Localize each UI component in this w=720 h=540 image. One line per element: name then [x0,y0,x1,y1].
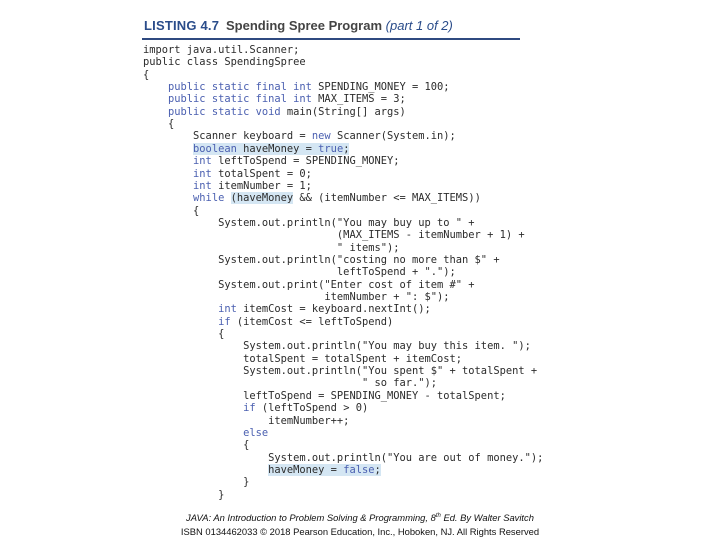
code-text: System.out.println("You may buy up to " + [143,216,475,229]
code-line [143,192,481,204]
code-line [143,168,312,180]
code-line [143,266,456,278]
code-line [143,106,406,118]
code-text [143,402,243,414]
code-keyword: public static final int [168,93,312,106]
code-text: } [143,488,225,501]
code-line [143,316,393,328]
code-line [143,205,199,217]
code-line [143,340,531,352]
code-highlight: haveMoney = [236,142,319,155]
code-text: { [143,204,200,217]
code-text: Scanner(System.in); [330,130,456,143]
code-text: public class SpendingSpree [143,56,306,69]
code-text [143,192,193,204]
listing-part-label: (part 1 of 2) [385,18,453,33]
code-line [143,464,381,476]
footer-title-rest: Ed. By Walter Savitch [440,512,534,523]
code-keyword: if [218,315,231,328]
footer-copyright: ISBN 0134462033 © 2018 Pearson Education, Inc., Hoboken, NJ. All Rights Reserved [180,526,540,537]
code-text [143,81,168,93]
code-highlight-keyword: true [318,142,344,155]
code-text: itemNumber + ": $"); [143,291,450,303]
code-text [143,143,193,155]
code-line [143,415,349,427]
footer-title-text: JAVA: An Introduction to Problem Solving & Programming, 8 [186,512,436,523]
code-line [143,44,299,56]
code-text: SPENDING_MONEY = 100; [311,81,450,94]
listing-title-text: Spending Spree Program [226,18,383,33]
code-keyword: else [243,426,269,439]
code-text: Scanner keyboard = [143,130,312,143]
code-text: " so far."); [143,377,438,390]
code-line [143,303,431,315]
code-text [143,316,218,328]
code-line [143,81,450,93]
code-line [143,439,249,451]
code-text: System.out.println("costing no more than $" + [143,253,500,266]
code-keyword: int [193,179,212,192]
code-highlight: ; [343,142,350,155]
footer-book-title [0,512,720,523]
code-text: totalSpent = totalSpent + itemCost; [143,352,463,365]
code-line [143,155,400,167]
code-line [143,291,450,303]
code-text: System.out.println("You are out of money."); [143,451,544,464]
code-text: totalSpent = 0; [211,167,312,180]
code-text: { [143,439,250,452]
code-text: leftToSpend = SPENDING_MONEY - totalSpent; [143,389,506,402]
code-text [143,427,243,439]
code-text: itemNumber++; [143,414,350,427]
code-keyword: int [218,303,237,316]
code-text: { [143,68,150,81]
code-highlight: haveMoney = [268,463,344,476]
code-line [143,118,174,130]
code-text: { [143,118,175,131]
code-line [143,229,525,241]
code-line [143,353,462,365]
code-line [143,242,399,254]
code-text [143,168,193,180]
code-highlight: ; [374,463,381,476]
code-line [143,476,249,488]
code-line [143,143,349,155]
code-line [143,217,475,229]
code-highlight: (haveMoney [230,192,294,205]
code-text [143,180,193,192]
code-line [143,390,506,402]
code-line [143,56,306,68]
code-keyword: int [193,167,212,180]
code-line [143,377,437,389]
code-line [143,402,368,414]
code-text: (leftToSpend > 0) [255,402,369,415]
code-line [143,365,537,377]
code-keyword: while [193,192,225,205]
code-text [143,155,193,167]
code-line [143,328,224,340]
code-text: System.out.println("You spent $" + totalSpent + [143,365,538,378]
code-line [143,489,224,501]
code-text: itemCost = keyboard.nextInt(); [236,303,431,316]
code-keyword: public static void [168,105,281,118]
code-line [143,93,406,105]
code-text: System.out.println("You may buy this item. "); [143,340,531,353]
code-text [224,192,230,204]
code-text: } [143,476,250,489]
code-keyword: public static final int [168,81,312,94]
code-line [143,69,149,81]
code-keyword: int [193,155,212,168]
code-text: leftToSpend = SPENDING_MONEY; [211,155,400,168]
code-text [143,93,168,105]
code-line [143,130,456,142]
code-text: (MAX_ITEMS - itemNumber + 1) + [143,229,525,242]
code-text: leftToSpend + "."); [143,266,456,279]
code-highlight-keyword: false [343,463,375,476]
listing-label: LISTING 4.7 [144,18,220,33]
code-text: MAX_ITEMS = 3; [311,93,406,106]
code-text: && (itemNumber <= MAX_ITEMS)) [293,192,481,205]
code-text [143,464,268,476]
code-text: import java.util.Scanner; [143,44,300,56]
code-keyword: new [311,130,331,143]
code-line [143,427,268,439]
code-text: { [143,328,225,341]
code-line [143,452,543,464]
code-keyword: if [243,402,256,415]
code-text: (itemCost <= leftToSpend) [230,315,394,328]
code-line [143,279,475,291]
code-line [143,180,312,192]
code-line [143,254,500,266]
code-text: " items"); [143,241,400,254]
footer-edition-sup: th [435,512,441,519]
code-text [143,303,218,315]
code-highlight-keyword: boolean [193,142,237,155]
code-text: System.out.print("Enter cost of item #" + [143,278,475,291]
code-text [143,106,168,118]
code-text: itemNumber = 1; [211,179,312,192]
code-text: main(String[] args) [280,105,406,118]
